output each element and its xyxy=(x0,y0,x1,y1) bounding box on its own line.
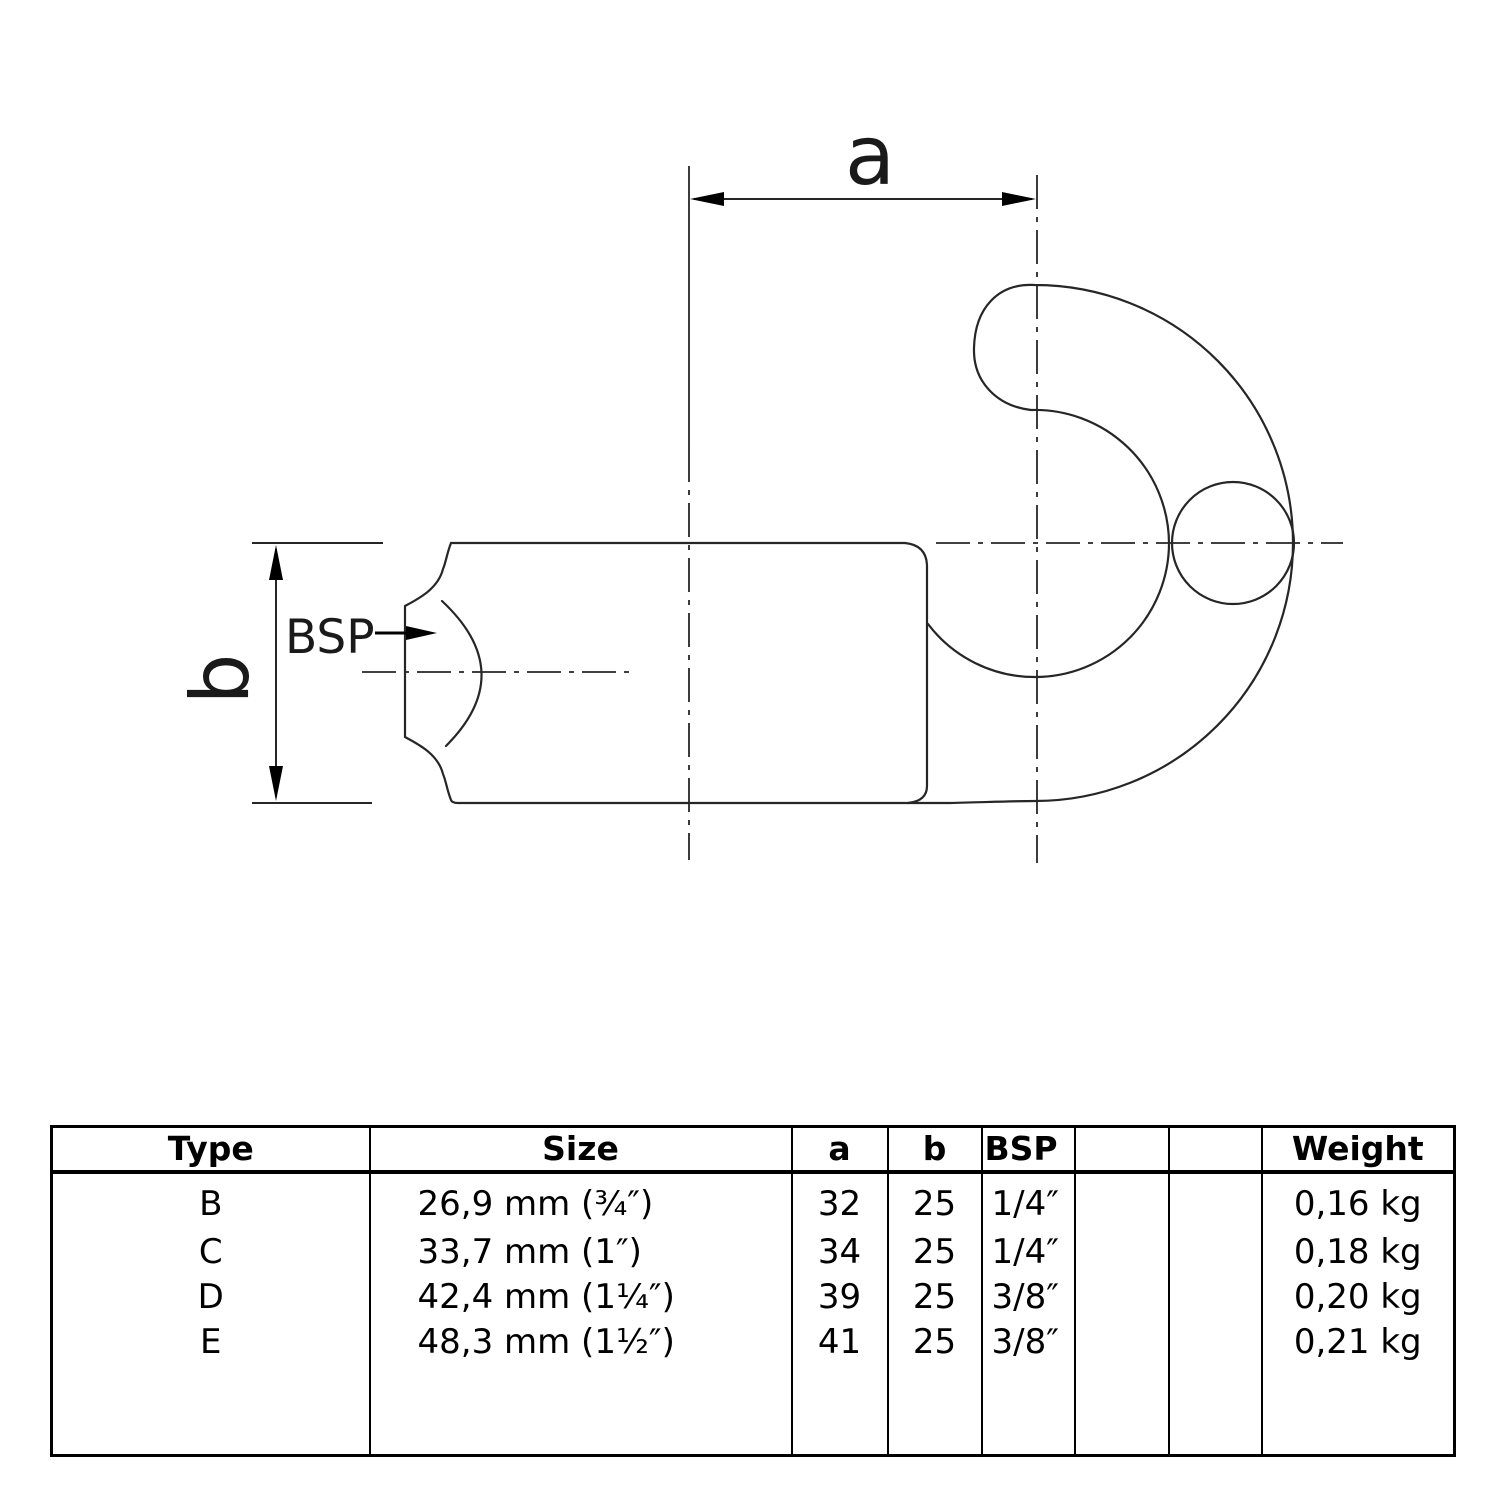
table-row-type-d xyxy=(52,1275,1455,1320)
cell-empty-2 xyxy=(1169,1230,1262,1275)
cell-empty-1 xyxy=(1075,1320,1169,1365)
table-row-type-b xyxy=(52,1172,1455,1230)
cell-bsp: 3/8″ xyxy=(982,1320,1075,1365)
cell-empty-1 xyxy=(1075,1275,1169,1320)
bsp-callout xyxy=(285,610,437,665)
cell-a: 32 xyxy=(792,1172,888,1230)
dimension-a xyxy=(690,109,1036,206)
cell-b: 25 xyxy=(888,1320,982,1365)
cell-type: C xyxy=(52,1230,370,1275)
hook-outline xyxy=(405,285,1293,803)
arrowhead-b-top xyxy=(269,545,283,580)
cell-size: 26,9 mm (¾″) xyxy=(370,1172,792,1230)
cell-bsp: 3/8″ xyxy=(982,1275,1075,1320)
arrowhead-b-bottom xyxy=(269,766,283,801)
table-row-type-e xyxy=(52,1320,1455,1365)
cell-empty-2 xyxy=(1169,1275,1262,1320)
dimension-b xyxy=(174,543,383,803)
cell-size: 33,7 mm (1″) xyxy=(370,1230,792,1275)
cell-bsp: 1/4″ xyxy=(982,1230,1075,1275)
table-row-type-c xyxy=(52,1230,1455,1275)
cell-weight: 0,20 kg xyxy=(1262,1275,1455,1320)
arrowhead-a-left xyxy=(690,192,724,206)
body-right-edge xyxy=(905,543,927,803)
header-a: a xyxy=(792,1127,888,1173)
spec-table-header-row xyxy=(52,1127,1455,1173)
cell-a: 34 xyxy=(792,1230,888,1275)
cell-weight: 0,21 kg xyxy=(1262,1320,1455,1365)
cell-size: 48,3 mm (1½″) xyxy=(370,1320,792,1365)
header-empty-2 xyxy=(1169,1127,1262,1173)
header-bsp: BSP xyxy=(982,1127,1075,1173)
dimension-b-label: b xyxy=(174,653,267,705)
table-filler-row xyxy=(52,1365,1455,1456)
header-size: Size xyxy=(370,1127,792,1173)
arrowhead-a-right xyxy=(1002,192,1036,206)
cell-bsp: 1/4″ xyxy=(982,1172,1075,1230)
cell-a: 41 xyxy=(792,1320,888,1365)
bsp-socket-arc xyxy=(442,601,482,746)
header-type: Type xyxy=(52,1127,370,1173)
cell-type: D xyxy=(52,1275,370,1320)
cell-type: E xyxy=(52,1320,370,1365)
cell-type: B xyxy=(52,1172,370,1230)
cell-size: 42,4 mm (1¼″) xyxy=(370,1275,792,1320)
bsp-label: BSP xyxy=(285,610,375,665)
cell-b: 25 xyxy=(888,1275,982,1320)
header-b: b xyxy=(888,1127,982,1173)
cell-empty-2 xyxy=(1169,1320,1262,1365)
cell-weight: 0,16 kg xyxy=(1262,1172,1455,1230)
cell-b: 25 xyxy=(888,1172,982,1230)
cell-weight: 0,18 kg xyxy=(1262,1230,1455,1275)
header-weight: Weight xyxy=(1262,1127,1455,1173)
cell-empty-1 xyxy=(1075,1230,1169,1275)
arrowhead-bsp xyxy=(406,626,437,640)
dimension-a-label: a xyxy=(844,109,896,204)
cell-b: 25 xyxy=(888,1230,982,1275)
cell-empty-1 xyxy=(1075,1172,1169,1230)
cell-empty-2 xyxy=(1169,1172,1262,1230)
header-empty-1 xyxy=(1075,1127,1169,1173)
cell-a: 39 xyxy=(792,1275,888,1320)
spec-table xyxy=(50,1125,1456,1457)
